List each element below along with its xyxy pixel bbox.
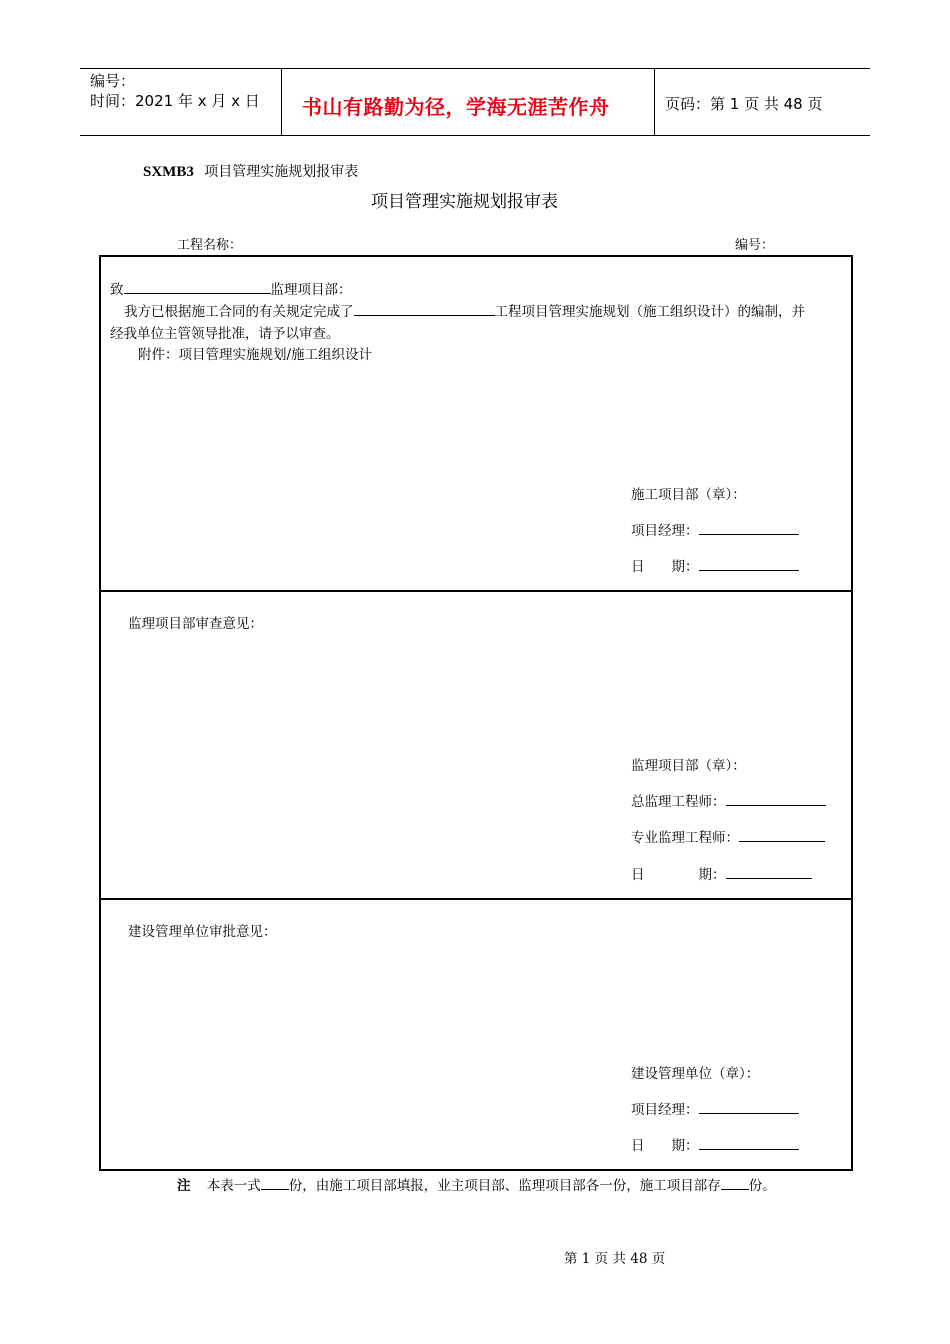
owner-opinion-heading: 建设管理单位审批意见： <box>128 924 277 940</box>
header-divider-left <box>281 68 282 136</box>
specialist-engineer-label: 专业监理工程师： <box>631 830 739 846</box>
addressee-suffix: 监理项目部： <box>270 282 352 298</box>
form-note <box>177 1174 776 1194</box>
header-top-rule <box>80 68 870 69</box>
note-part-1: 本表一式 <box>206 1178 261 1194</box>
chief-engineer-blank[interactable] <box>726 792 826 806</box>
supervision-opinion-heading: 监理项目部审查意见： <box>128 616 263 632</box>
page-footer: 第 1 页 共 48 页 <box>564 1251 666 1267</box>
owner-manager-line <box>631 1098 799 1118</box>
addressee-line <box>110 278 352 298</box>
contractor-stamp-label: 施工项目部（章）： <box>631 487 746 503</box>
form-code-title <box>143 161 358 181</box>
header-page-info: 页码：第 1 页 共 48 页 <box>665 95 823 113</box>
contractor-manager-line <box>631 519 799 539</box>
header-divider-right <box>654 68 655 136</box>
supervision-date-label: 日 期： <box>631 867 726 883</box>
statement-line-1 <box>124 300 805 320</box>
statement-part-1: 我方已根据施工合同的有关规定完成了 <box>124 304 354 320</box>
note-label: 注 <box>177 1178 191 1194</box>
contractor-date-label: 日 期： <box>631 559 699 575</box>
header-motto: 书山有路勤为径，学海无涯苦作舟 <box>302 95 610 119</box>
owner-date-blank[interactable] <box>699 1136 799 1150</box>
form-code: SXMB3 <box>143 164 194 180</box>
header-time: 时间：2021 年 x 月 x 日 <box>90 92 260 110</box>
attachment-line: 附件：项目管理实施规划/施工组织设计 <box>138 347 373 363</box>
header-serial-label: 编号： <box>90 72 136 90</box>
owner-date-label: 日 期： <box>631 1138 699 1154</box>
supervision-date-blank[interactable] <box>726 865 812 879</box>
specialist-engineer-blank[interactable] <box>739 828 825 842</box>
page-title: 项目管理实施规划报审表 <box>371 192 558 212</box>
specialist-engineer-line <box>631 826 825 846</box>
review-form <box>99 255 853 1171</box>
statement-line-2: 经我单位主管领导批准，请予以审查。 <box>110 326 340 342</box>
note-part-3: 份。 <box>748 1178 776 1194</box>
form-code-name: 项目管理实施规划报审表 <box>204 164 359 180</box>
note-part-2: 份，由施工项目部填报，业主项目部、监理项目部各一份，施工项目部存 <box>288 1178 721 1194</box>
supervision-date-line <box>631 863 812 883</box>
section-divider-2 <box>101 898 851 900</box>
section-divider-1 <box>101 590 851 592</box>
project-name-label: 工程名称： <box>177 238 243 253</box>
project-name-blank[interactable] <box>354 302 495 316</box>
contractor-date-line <box>631 555 799 575</box>
number-label: 编号： <box>735 238 775 253</box>
contractor-manager-label: 项目经理： <box>631 523 699 539</box>
owner-stamp-label: 建设管理单位（章）： <box>631 1066 760 1082</box>
owner-manager-label: 项目经理： <box>631 1102 699 1118</box>
supervision-stamp-label: 监理项目部（章）： <box>631 758 746 774</box>
addressee-prefix: 致 <box>110 282 124 298</box>
contractor-date-blank[interactable] <box>699 557 799 571</box>
addressee-blank[interactable] <box>124 280 271 294</box>
chief-engineer-label: 总监理工程师： <box>631 794 726 810</box>
owner-date-line <box>631 1134 799 1154</box>
contractor-manager-blank[interactable] <box>699 521 799 535</box>
owner-manager-blank[interactable] <box>699 1100 799 1114</box>
kept-copies-blank[interactable] <box>721 1176 749 1190</box>
copies-blank[interactable] <box>261 1176 289 1190</box>
statement-part-2: 工程项目管理实施规划（施工组织设计）的编制，并 <box>494 304 805 320</box>
chief-engineer-line <box>631 790 826 810</box>
header-bottom-rule <box>80 135 870 136</box>
